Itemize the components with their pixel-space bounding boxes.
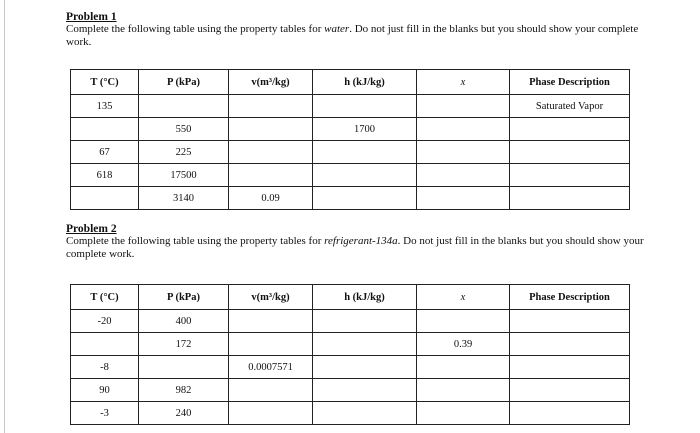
cell-pressure: [139, 95, 229, 118]
cell-specific-volume: [229, 118, 313, 141]
cell-enthalpy: [313, 333, 417, 356]
col-header-specific-volume: v(m³/kg): [229, 70, 313, 95]
cell-phase: [510, 164, 630, 187]
cell-phase: [510, 356, 630, 379]
cell-phase: [510, 333, 630, 356]
table-row: [71, 118, 630, 141]
cell-enthalpy: [313, 379, 417, 402]
cell-pressure: 3140: [139, 187, 229, 210]
cell-phase: [510, 118, 630, 141]
col-header-quality: x: [417, 70, 510, 95]
cell-specific-volume: [229, 164, 313, 187]
cell-enthalpy: 1700: [313, 118, 417, 141]
cell-temperature: [71, 333, 139, 356]
problem-1-instructions: [66, 23, 651, 48]
cell-quality: [417, 164, 510, 187]
cell-pressure: 172: [139, 333, 229, 356]
problem-2-table: [70, 284, 630, 425]
cell-temperature: 90: [71, 379, 139, 402]
problem-2-instructions: [66, 235, 651, 260]
col-header-phase: Phase Description: [510, 285, 630, 310]
cell-phase: [510, 141, 630, 164]
table-row: [71, 187, 630, 210]
problem-2-header: [66, 223, 651, 260]
problem-2-substance: refrigerant-134a: [324, 235, 398, 247]
cell-enthalpy: [313, 164, 417, 187]
problem-1-header: [66, 11, 651, 48]
cell-enthalpy: [313, 310, 417, 333]
cell-quality: [417, 356, 510, 379]
col-header-quality: x: [417, 285, 510, 310]
cell-specific-volume: [229, 141, 313, 164]
problem-2-title: Problem 2: [66, 223, 117, 235]
cell-enthalpy: [313, 356, 417, 379]
problem-2-instr-b: . Do not just fill in the blanks but you should show your complete work.: [66, 235, 644, 260]
problem-2-instr-a: Complete the following table using the property tables for: [66, 235, 325, 247]
cell-pressure: 17500: [139, 164, 229, 187]
cell-temperature: -3: [71, 402, 139, 425]
cell-specific-volume: [229, 402, 313, 425]
cell-phase: Saturated Vapor: [510, 95, 630, 118]
cell-enthalpy: [313, 187, 417, 210]
cell-phase: [510, 310, 630, 333]
cell-phase: [510, 379, 630, 402]
col-header-pressure: P (kPa): [139, 285, 229, 310]
cell-phase: [510, 187, 630, 210]
problem-1-instr-a: Complete the following table using the property tables for: [66, 23, 325, 35]
cell-specific-volume: [229, 379, 313, 402]
cell-specific-volume: [229, 95, 313, 118]
cell-quality: [417, 118, 510, 141]
cell-temperature: 67: [71, 141, 139, 164]
problem-1-instr-b: . Do not just fill in the blanks but you should show your complete work.: [66, 23, 639, 48]
cell-temperature: -20: [71, 310, 139, 333]
cell-temperature: -8: [71, 356, 139, 379]
cell-pressure: [139, 356, 229, 379]
cell-pressure: 400: [139, 310, 229, 333]
cell-pressure: 240: [139, 402, 229, 425]
cell-temperature: 135: [71, 95, 139, 118]
cell-pressure: 550: [139, 118, 229, 141]
col-header-enthalpy: h (kJ/kg): [313, 70, 417, 95]
cell-specific-volume: [229, 333, 313, 356]
problem-1-table: [70, 69, 630, 210]
cell-quality: [417, 402, 510, 425]
table-row: [71, 379, 630, 402]
col-header-temperature: T (°C): [71, 285, 139, 310]
cell-pressure: 225: [139, 141, 229, 164]
table-row: [71, 141, 630, 164]
table-header-row: [71, 70, 630, 95]
problem-1-substance: water: [324, 23, 350, 35]
cell-enthalpy: [313, 402, 417, 425]
col-header-temperature: T (°C): [71, 70, 139, 95]
table-row: [71, 333, 630, 356]
cell-temperature: [71, 118, 139, 141]
cell-specific-volume: 0.0007571: [229, 356, 313, 379]
col-header-pressure: P (kPa): [139, 70, 229, 95]
table-row: [71, 164, 630, 187]
table-header-row: [71, 285, 630, 310]
problem-1-title: Problem 1: [66, 11, 117, 23]
cell-quality: [417, 379, 510, 402]
cell-specific-volume: [229, 310, 313, 333]
table-row: [71, 95, 630, 118]
cell-quality: 0.39: [417, 333, 510, 356]
col-header-enthalpy: h (kJ/kg): [313, 285, 417, 310]
col-header-specific-volume: v(m³/kg): [229, 285, 313, 310]
cell-pressure: 982: [139, 379, 229, 402]
cell-quality: [417, 95, 510, 118]
cell-quality: [417, 187, 510, 210]
table-row: [71, 310, 630, 333]
table-row: [71, 356, 630, 379]
cell-enthalpy: [313, 141, 417, 164]
cell-quality: [417, 310, 510, 333]
page-left-edge: [4, 0, 5, 433]
cell-temperature: [71, 187, 139, 210]
cell-phase: [510, 402, 630, 425]
table-row: [71, 402, 630, 425]
cell-quality: [417, 141, 510, 164]
cell-enthalpy: [313, 95, 417, 118]
col-header-phase: Phase Description: [510, 70, 630, 95]
cell-temperature: 618: [71, 164, 139, 187]
cell-specific-volume: 0.09: [229, 187, 313, 210]
